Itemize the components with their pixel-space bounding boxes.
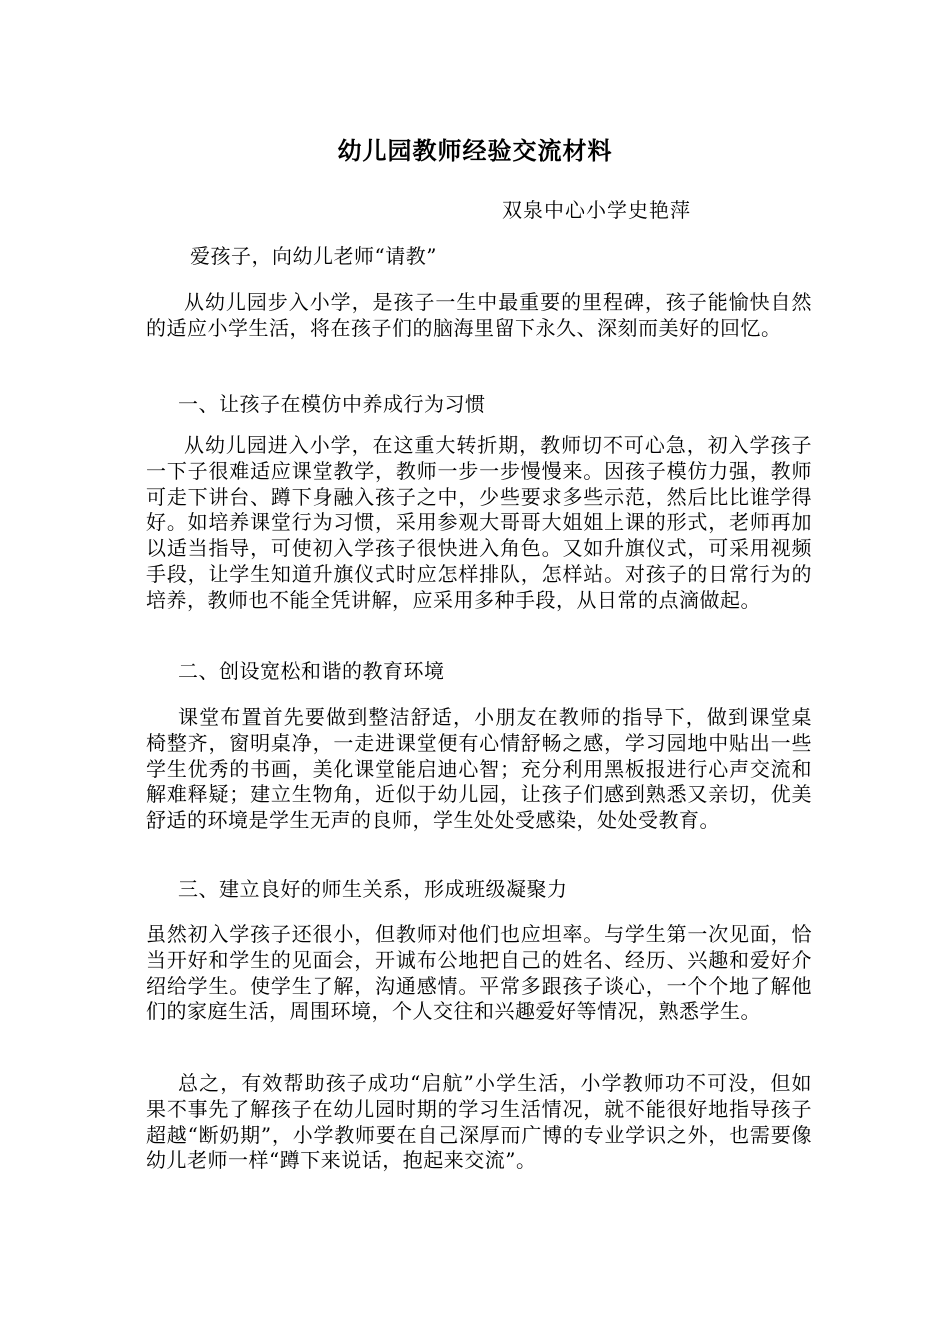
- section-1-heading: 一、让孩子在模仿中养成行为习惯: [178, 392, 486, 416]
- section-3-heading: 三、建立良好的师生关系，形成班级凝聚力: [178, 877, 568, 901]
- intro-paragraph: 从幼儿园步入小学，是孩子一生中最重要的里程碑，孩子能愉快自然的适应小学生活，将在孩子们的脑海里留下永久、深刻而美好的回忆。: [146, 290, 812, 340]
- section-2-body: 课堂布置首先要做到整洁舒适，小朋友在教师的指导下，做到课堂桌椅整齐，窗明桌净，一走进课堂便有心情舒畅之感，学习园地中贴出一些学生优秀的书画，美化课堂能启迪心智；充分利用黑板报进行心声交流和解难释疑；建立生物角，近似于幼儿园，让孩子们感到熟悉又亲切，优美舒适的环境是学生无声的良师，学生处处受感染，处处受教育。: [146, 705, 812, 833]
- section-3-body: 虽然初入学孩子还很小，但教师对他们也应坦率。与学生第一次见面，恰当开好和学生的见面会，开诚布公地把自己的姓名、经历、兴趣和爱好介绍给学生。使学生了解，沟通感情。平常多跟孩子谈心，一个个地了解他们的家庭生活，周围环境，个人交往和兴趣爱好等情况，熟悉学生。: [146, 922, 812, 1024]
- document-subtitle: 爱孩子，向幼儿老师“请教”: [190, 244, 437, 268]
- conclusion-paragraph: 总之，有效帮助孩子成功“启航”小学生活，小学教师功不可没，但如果不事先了解孩子在幼儿园时期的学习生活情况，就不能很好地指导孩子超越“断奶期”，小学教师要在自己深厚而广博的专业学识之外，也需要像幼儿老师一样“蹲下来说话，抱起来交流”。: [146, 1071, 812, 1173]
- section-1-body: 从幼儿园进入小学，在这重大转折期，教师切不可心急，初入学孩子一下子很难适应课堂教学，教师一步一步慢慢来。因孩子模仿力强，教师可走下讲台、蹲下身融入孩子之中，少些要求多些示范，然后比比谁学得好。如培养课堂行为习惯，采用参观大哥哥大姐姐上课的形式，老师再加以适当指导，可使初入学孩子很快进入角色。又如升旗仪式，可采用视频手段，让学生知道升旗仪式时应怎样排队，怎样站。对孩子的日常行为的培养，教师也不能全凭讲解，应采用多种手段，从日常的点滴做起。: [146, 433, 812, 612]
- document-title: 幼儿园教师经验交流材料: [337, 136, 613, 165]
- document-author: 双泉中心小学史艳萍: [502, 198, 691, 222]
- section-2-heading: 二、创设宽松和谐的教育环境: [178, 659, 445, 683]
